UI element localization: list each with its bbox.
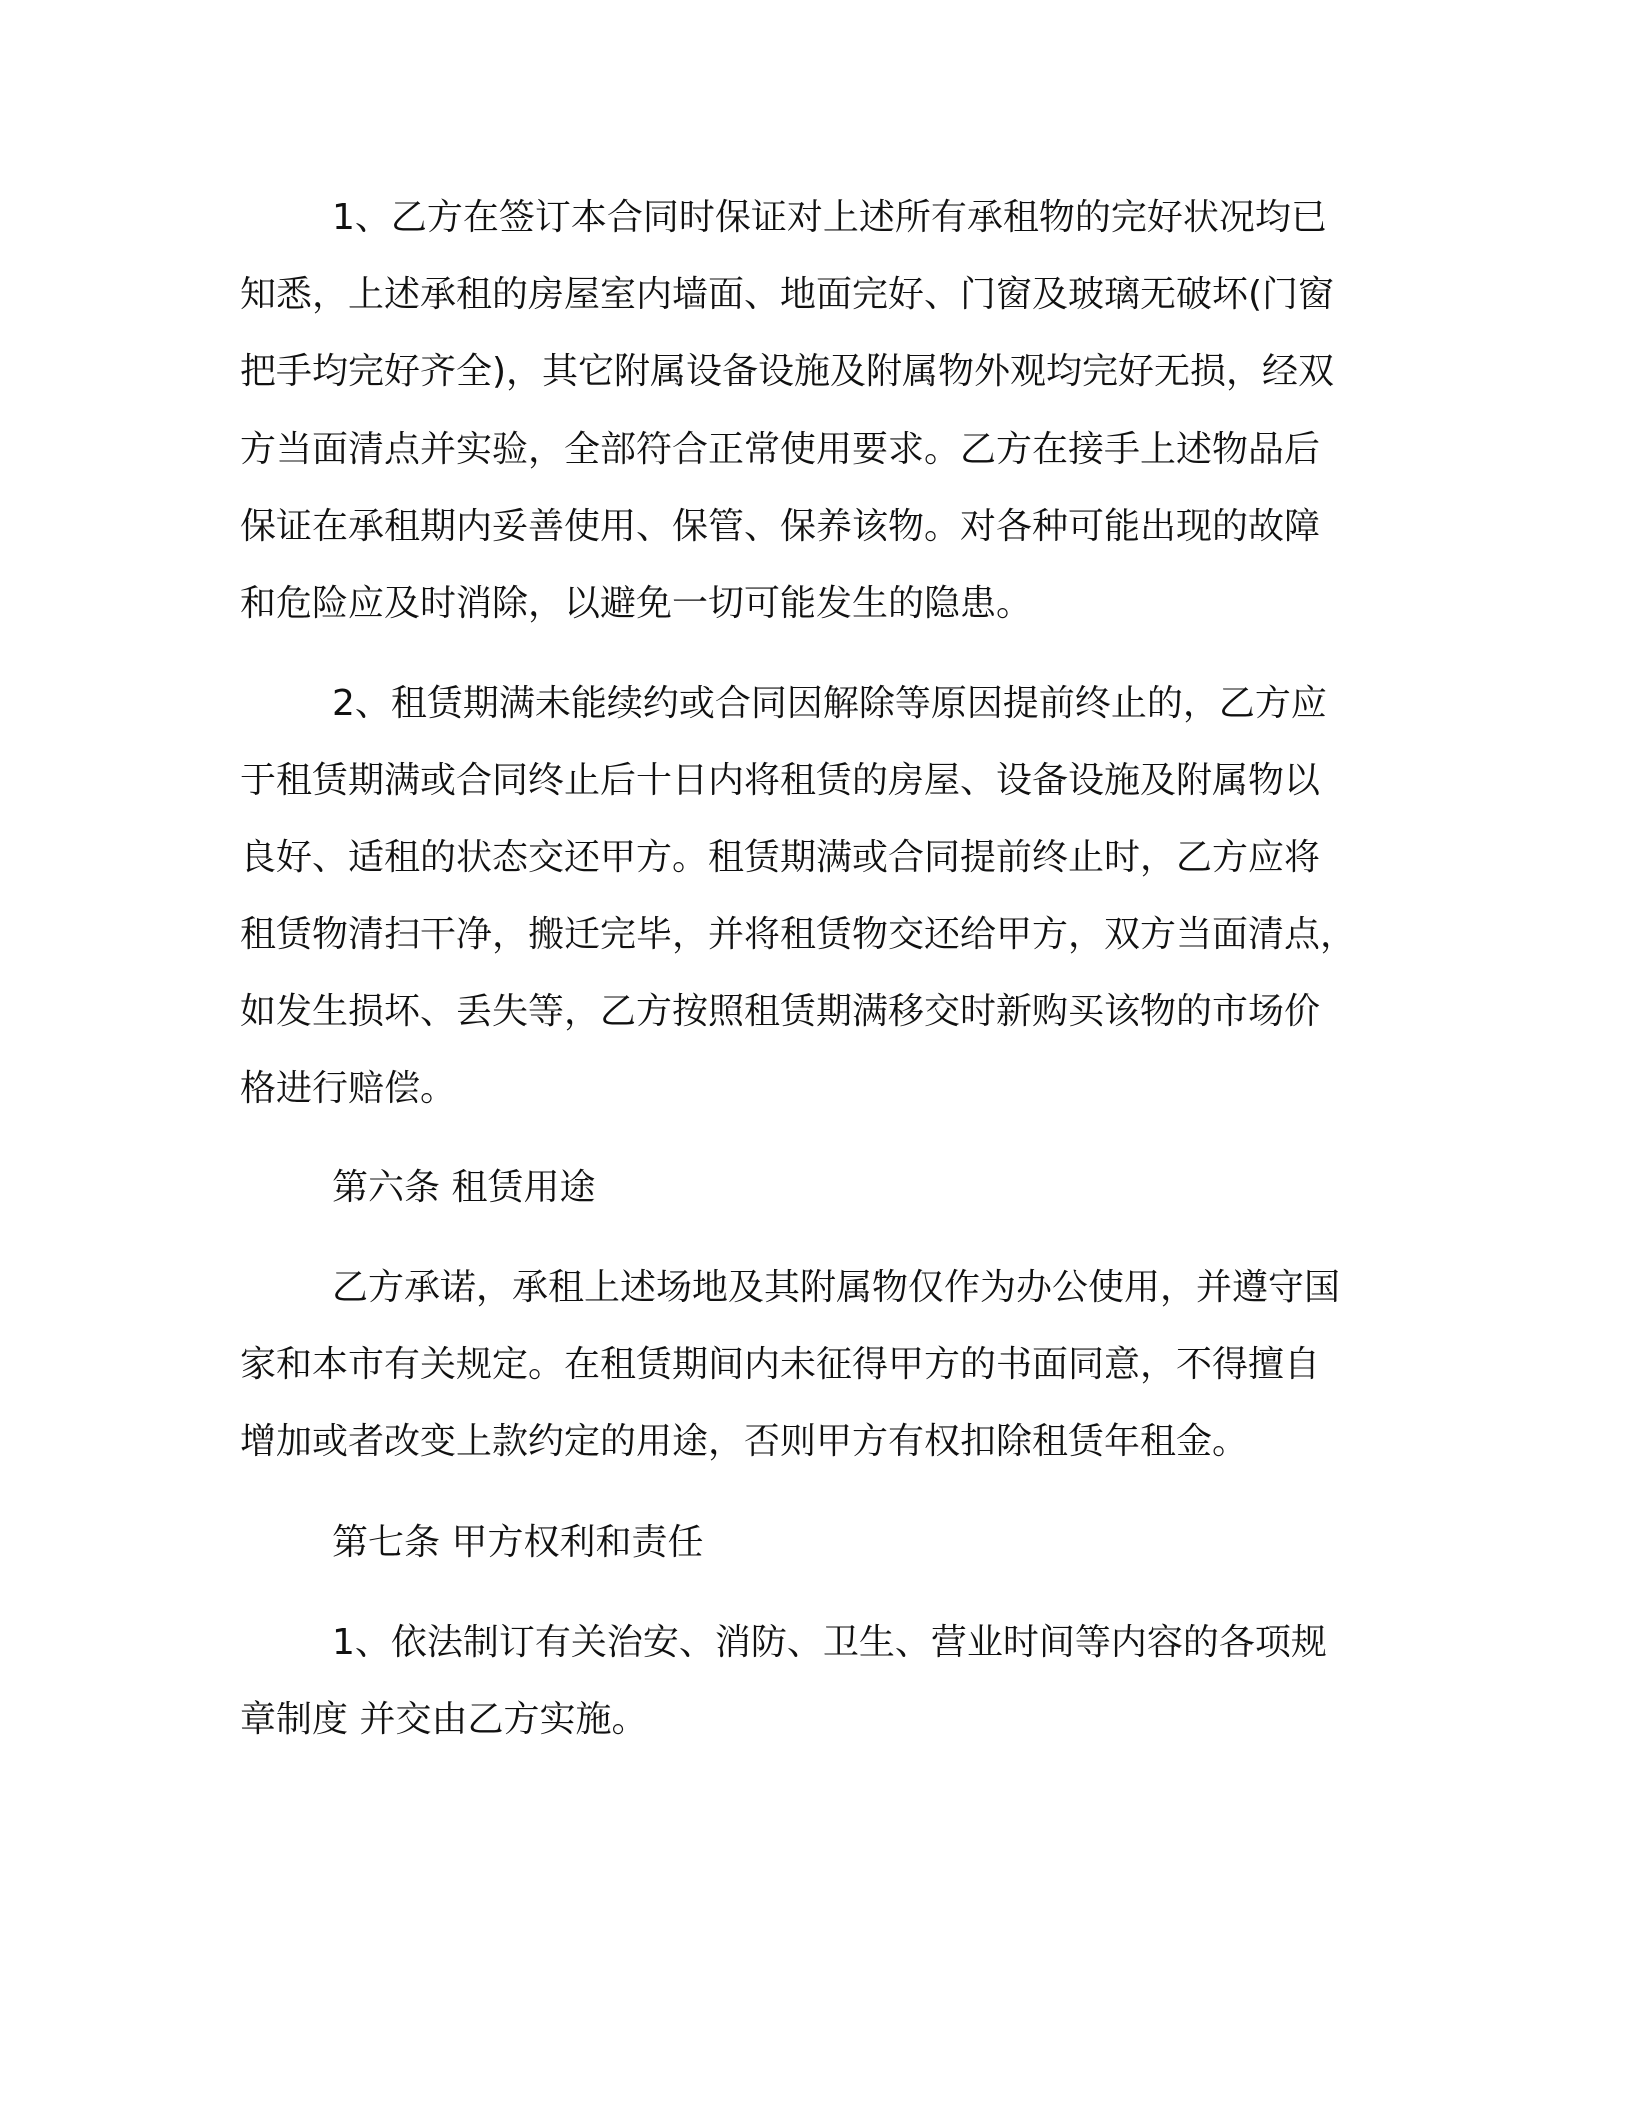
paragraph-1-line-4: 方当面清点并实验，全部符合正常使用要求。乙方在接手上述物品后: [240, 429, 1321, 470]
paragraph-6-line-2: 章制度 并交由乙方实施。: [240, 1699, 648, 1740]
paragraph-2-line-1: 2、租赁期满未能续约或合同因解除等原因提前终止的，乙方应: [332, 683, 1327, 724]
paragraph-1-line-3: 把手均完好齐全)，其它附属设备设施及附属物外观均完好无损，经双: [240, 351, 1335, 392]
paragraph-4-line-2: 家和本市有关规定。在租赁期间内未征得甲方的书面同意，不得擅自: [240, 1344, 1321, 1385]
section-heading-article-6: 第六条 租赁用途: [332, 1167, 596, 1208]
paragraph-6-line-1: 1、依法制订有关治安、消防、卫生、营业时间等内容的各项规: [332, 1622, 1327, 1663]
paragraph-1-line-5: 保证在承租期内妥善使用、保管、保养该物。对各种可能出现的故障: [240, 506, 1321, 547]
paragraph-2-line-5: 如发生损坏、丢失等，乙方按照租赁期满移交时新购买该物的市场价: [240, 991, 1321, 1032]
paragraph-1-line-1: 1、乙方在签订本合同时保证对上述所有承租物的完好状况均已: [332, 197, 1327, 238]
paragraph-2-line-3: 良好、适租的状态交还甲方。租赁期满或合同提前终止时，乙方应将: [240, 837, 1321, 878]
paragraph-2-line-6: 格进行赔偿。: [240, 1068, 457, 1109]
paragraph-4-line-1: 乙方承诺，承租上述场地及其附属物仅作为办公使用，并遵守国: [332, 1267, 1341, 1308]
paragraph-2-line-2: 于租赁期满或合同终止后十日内将租赁的房屋、设备设施及附属物以: [240, 760, 1321, 801]
paragraph-2-line-4: 租赁物清扫干净，搬迁完毕，并将租赁物交还给甲方，双方当面清点，: [240, 914, 1357, 955]
paragraph-1-line-6: 和危险应及时消除，以避免一切可能发生的隐患。: [240, 583, 1033, 624]
paragraph-4-line-3: 增加或者改变上款约定的用途，否则甲方有权扣除租赁年租金。: [240, 1421, 1249, 1462]
paragraph-1-line-2: 知悉，上述承租的房屋室内墙面、地面完好、门窗及玻璃无破坏(门窗: [240, 274, 1335, 315]
section-heading-article-7: 第七条 甲方权利和责任: [332, 1522, 704, 1563]
